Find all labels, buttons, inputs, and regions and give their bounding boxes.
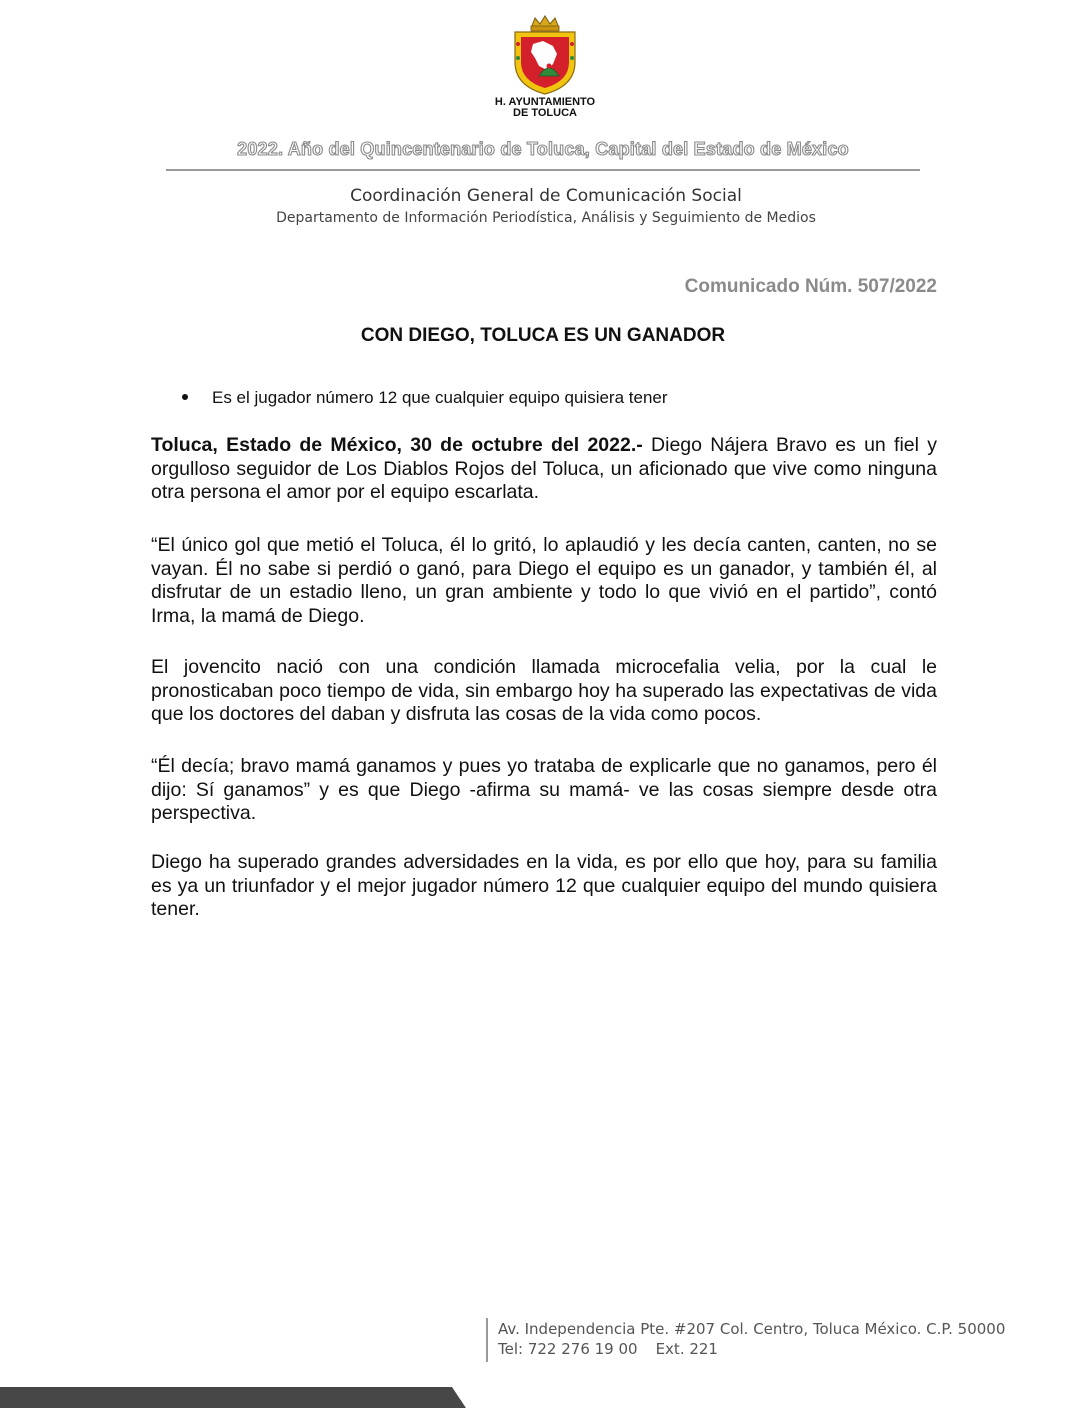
paragraph-2: “El único gol que metió el Toluca, él lo gritó, lo aplaudió y les decía canten, canten, no se vayan. Él no sabe si perdió o ganó, para Diego el equipo es un ganador, y también él, al disfrutar de un estadio lleno, un gran ambiente y todo lo que vivió en el partido”, contó Irma, la mamá de Diego.	[151, 534, 937, 627]
year-motto: 2022. Año del Quincentenario de Toluca, Capital del Estado de México	[237, 139, 849, 159]
paragraph-4: “Él decía; bravo mamá ganamos y pues yo trataba de explicarle que no ganamos, pero él dijo: Sí ganamos” y es que Diego -afirma su mamá- ve las cosas siempre desde otra perspectiva.	[151, 755, 937, 824]
paragraph-1	[151, 434, 937, 505]
paragraph-5: Diego ha superado grandes adversidades en la vida, es por ello que hoy, para su familia es ya un triunfador y el mejor jugador número 12 que cualquier equipo del mundo quisiera tener.	[151, 851, 937, 920]
bullet-icon	[182, 394, 188, 400]
footer-ext: Ext. 221	[655, 1340, 718, 1358]
department-subtitle: Departamento de Información Periodística, Análisis y Seguimiento de Medios	[276, 210, 816, 226]
logo-text-line2: DE TOLUCA	[513, 107, 577, 119]
release-number: Comunicado Núm. 507/2022	[684, 276, 937, 297]
paragraph-1-text: Diego Nájera Bravo es un fiel y orgulloso seguidor de Los Diablos Rojos del Toluca, un aficionado que vive como ninguna otra persona el amor por el equipo escarlata.	[151, 434, 937, 503]
toluca-logo	[489, 14, 601, 120]
bullet-text: Es el jugador número 12 que cualquier equipo quisiera tener	[212, 388, 668, 407]
summary-bullet	[182, 388, 668, 408]
coat-of-arms-icon	[509, 14, 581, 96]
bottom-stripe	[0, 1387, 466, 1408]
footer-address: Av. Independencia Pte. #207 Col. Centro, Toluca México. C.P. 50000	[498, 1320, 1006, 1338]
logo-text-line1: H. AYUNTAMIENTO	[494, 96, 596, 108]
coordination-title: Coordinación General de Comunicación Social	[350, 186, 742, 206]
header-divider	[166, 169, 920, 171]
footer-tel: Tel: 722 276 19 00	[498, 1340, 638, 1358]
headline: CON DIEGO, TOLUCA ES UN GANADOR	[360, 325, 726, 346]
footer-divider	[486, 1318, 488, 1362]
paragraph-3: El jovencito nació con una condición llamada microcefalia velia, por la cual le pronosticaban poco tiempo de vida, sin embargo hoy ha superado las expectativas de vida que los doctores del daban y disfruta las cosas de la vida como pocos.	[151, 656, 937, 725]
footer-phone	[498, 1340, 718, 1358]
dateline: Toluca, Estado de México, 30 de octubre del 2022.-	[151, 434, 643, 456]
